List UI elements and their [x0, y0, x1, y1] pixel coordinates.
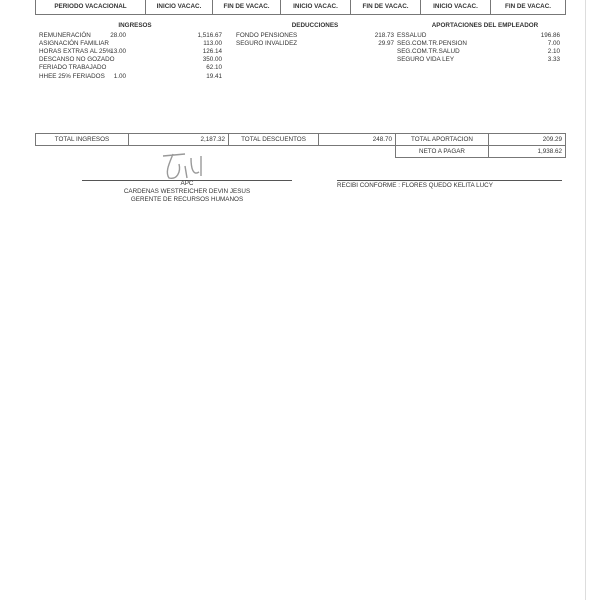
aportacion-label: SEG.COM.TR.PENSION: [397, 40, 467, 48]
ingreso-label: FERIADO TRABAJADO: [39, 64, 107, 72]
ingreso-amount: 126.14: [202, 48, 222, 56]
aportacion-amount: 196.86: [540, 32, 560, 39]
total-cell: 248.70: [318, 133, 396, 146]
total-cell: 209.29: [488, 133, 566, 146]
ingreso-amount: 19.41: [206, 72, 222, 80]
ingreso-label: HHEE 25% FERIADOS: [39, 72, 105, 80]
signature-image: [155, 150, 215, 182]
vacation-header-cell: INICIO VACAC.: [420, 0, 491, 15]
signer-name: CARDENAS WESTREICHER DEVIN JESUS: [123, 188, 251, 195]
deduccion-label: SEGURO INVALIDEZ: [236, 40, 298, 48]
deduccion-amount: 29.97: [378, 40, 394, 48]
ingreso-label: DESCANSO NO GOZADO: [39, 56, 115, 64]
aportacion-label: SEGURO VIDA LEY: [397, 56, 455, 64]
ingreso-amount: 62.10: [206, 64, 222, 72]
vacation-header-cell: INICIO VACAC.: [145, 0, 213, 15]
total-cell: TOTAL APORTACION: [395, 133, 489, 146]
ingreso-qty: 1.00: [113, 72, 126, 80]
aportacion-amount: 2.10: [547, 48, 560, 56]
total-cell: TOTAL DESCUENTOS: [228, 133, 319, 146]
total-cell: TOTAL INGRESOS: [35, 133, 129, 146]
deduccion-label: FONDO PENSIONES: [236, 32, 298, 39]
signer-initials: APC: [180, 180, 194, 187]
neto-value-cell: 1,938.62: [488, 145, 566, 158]
ingreso-label: HORAS EXTRAS AL 25%: [39, 48, 112, 56]
vacation-header-cell: FIN DE VACAC.: [212, 0, 281, 15]
vacation-header-cell: INICIO VACAC.: [280, 0, 351, 15]
aportaciones-heading: APORTACIONES DEL EMPLEADOR: [431, 22, 539, 29]
ingreso-label: REMUNERACIÓN: [39, 32, 91, 39]
aportacion-amount: 7.00: [547, 40, 560, 48]
neto-label-cell: NETO A PAGAR: [395, 145, 489, 158]
ingreso-label: ASIGNACIÓN FAMILIAR: [39, 40, 109, 48]
ingreso-qty: 13.00: [110, 48, 126, 56]
deducciones-heading: DEDUCCIONES: [291, 22, 339, 29]
ingreso-amount: 350.00: [202, 56, 222, 64]
received-line: [337, 180, 562, 181]
signer-title: GERENTE DE RECURSOS HUMANOS: [130, 196, 244, 203]
ingreso-qty: 28.00: [110, 32, 126, 39]
vacation-header-cell: PERIODO VACACIONAL: [35, 0, 146, 15]
vacation-header-cell: FIN DE VACAC.: [490, 0, 566, 15]
received-by: RECIBI CONFORME : FLORES QUEDO KELITA LUCY: [337, 182, 493, 189]
vacation-header-cell: FIN DE VACAC.: [350, 0, 421, 15]
aportacion-label: ESSALUD: [397, 32, 427, 39]
page-edge: [585, 0, 586, 600]
ingreso-amount: 113.00: [203, 40, 222, 48]
aportacion-label: SEG.COM.TR.SALUD: [397, 48, 460, 56]
ingreso-amount: 1,516.67: [197, 32, 222, 39]
ingresos-heading: INGRESOS: [118, 22, 152, 29]
total-cell: 2,187.32: [128, 133, 229, 146]
deduccion-amount: 218.73: [374, 32, 394, 39]
aportacion-amount: 3.33: [547, 56, 560, 64]
